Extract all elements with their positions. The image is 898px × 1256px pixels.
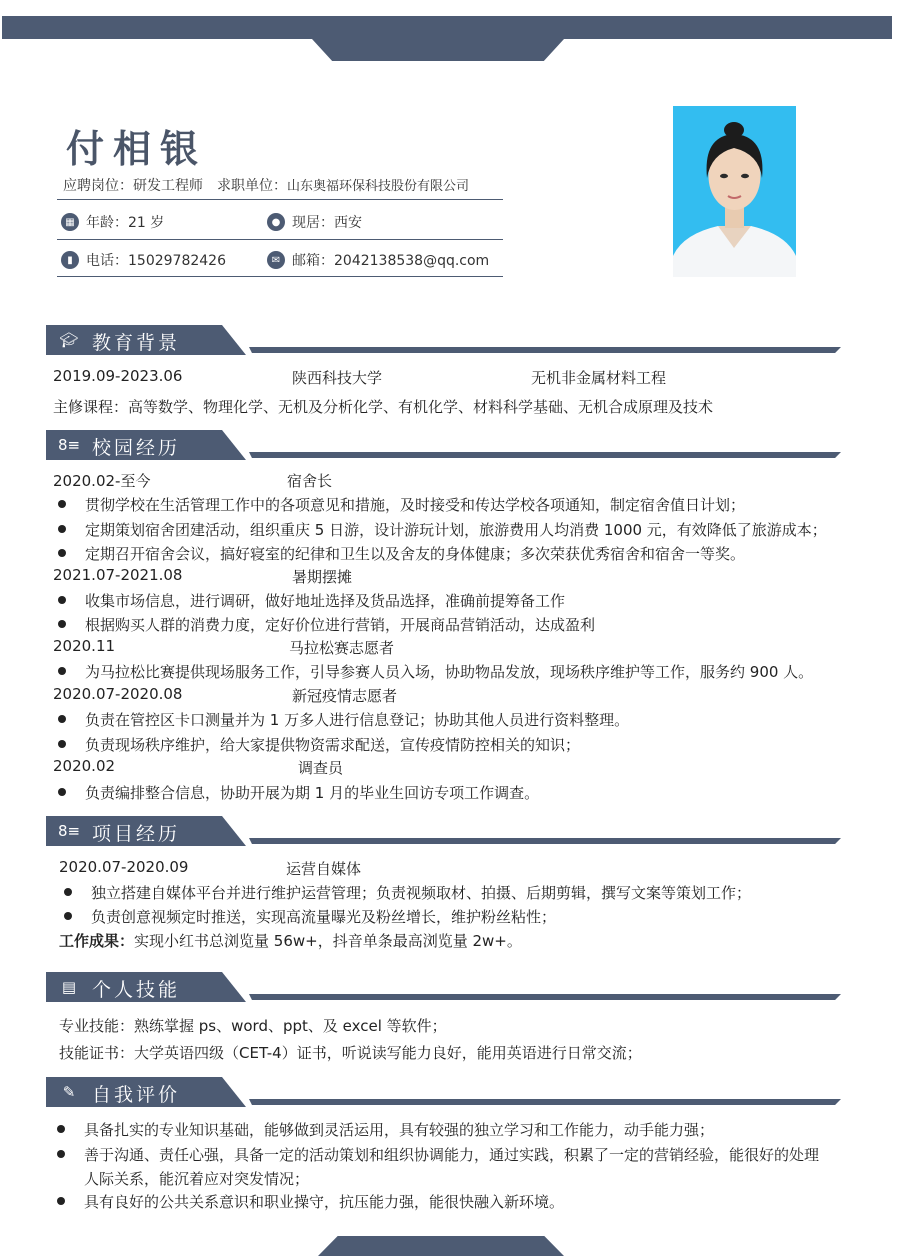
person-list-icon: 8≡ bbox=[58, 822, 81, 840]
top-banner-tab bbox=[312, 39, 564, 61]
education-header bbox=[46, 325, 846, 355]
location-pin-icon: ● bbox=[267, 213, 285, 231]
residence-info bbox=[267, 212, 362, 232]
campus-role: 宿舍长 bbox=[287, 472, 333, 490]
campus-role: 调查员 bbox=[298, 759, 344, 777]
list-item-continuation: 人际关系，能沉着应对突发情况； bbox=[84, 1170, 310, 1188]
edu-courses: 主修课程：高等数学、物理化学、无机及分析化学、有机化学、材料科学基础、无机合成原理及技术 bbox=[53, 398, 714, 416]
campus-role: 暑期摆摊 bbox=[292, 568, 353, 586]
section-title: 教育背景 bbox=[92, 332, 181, 354]
list-item: 根据购买人群的消费力度，定好价位进行营销，开展商品营销活动，达成盈利 bbox=[85, 616, 596, 634]
email-info bbox=[267, 250, 489, 270]
edu-school: 陕西科技大学 bbox=[292, 369, 383, 387]
job-position: 应聘岗位：研发工程师 bbox=[63, 178, 203, 194]
edit-icon: ✎ bbox=[62, 1083, 76, 1101]
section-title: 个人技能 bbox=[92, 979, 181, 1001]
divider bbox=[57, 239, 503, 240]
list-item: 定期召开宿舍会议，搞好寝室的纪律和卫生以及舍友的身体健康；多次荣获优秀宿舍和宿舍一等奖。 bbox=[85, 545, 746, 563]
campus-role: 马拉松赛志愿者 bbox=[289, 639, 395, 657]
project-result bbox=[59, 930, 522, 951]
graduation-cap-icon: 🎓︎ bbox=[59, 331, 79, 349]
list-item: 负责在管控区卡口测量并为 1 万多人进行信息登记；协助其他人员进行资料整理。 bbox=[85, 711, 630, 729]
list-item: 定期策划宿舍团建活动，组织重庆 5 日游，设计游玩计划，旅游费用人均消费 1000 元，有效降低了旅游成本； bbox=[85, 521, 827, 539]
divider bbox=[57, 276, 503, 277]
age-info bbox=[61, 212, 164, 232]
list-item: 为马拉松比赛提供现场服务工作，引导参赛人员入场，协助物品发放，现场秩序维护等工作，服务约 900 人。 bbox=[85, 663, 814, 681]
campus-period: 2021.07-2021.08 bbox=[53, 566, 183, 584]
self-header bbox=[46, 1077, 846, 1107]
edu-major: 无机非金属材料工程 bbox=[531, 369, 667, 387]
divider bbox=[57, 199, 503, 200]
candidate-name: 付相银 bbox=[66, 127, 208, 171]
list-item: 独立搭建自媒体平台并进行维护运营管理；负责视频取材、拍摄、后期剪辑，撰写文案等策划工作； bbox=[91, 884, 752, 902]
project-header bbox=[46, 816, 846, 846]
top-banner bbox=[2, 16, 892, 39]
project-role: 运营自媒体 bbox=[286, 860, 362, 878]
campus-header bbox=[46, 430, 846, 460]
list-item: 负责编排整合信息，协助开展为期 1 月的毕业生回访专项工作调查。 bbox=[85, 784, 540, 802]
list-item: 收集市场信息，进行调研，做好地址选择及货品选择，准确前提筹备工作 bbox=[85, 592, 566, 610]
result-label: 工作成果： bbox=[59, 932, 135, 950]
job-line bbox=[63, 175, 469, 195]
section-title: 项目经历 bbox=[92, 823, 181, 845]
document-icon: ▤ bbox=[61, 978, 77, 996]
bottom-banner-tab bbox=[318, 1236, 564, 1256]
mail-icon: ✉ bbox=[267, 251, 285, 269]
skill-line: 技能证书：大学英语四级（CET-4）证书，听说读写能力良好，能用英语进行日常交流； bbox=[59, 1044, 642, 1062]
list-item: 善于沟通、责任心强，具备一定的活动策划和组织协调能力，通过实践，积累了一定的营销经验，能很好的处理 bbox=[84, 1146, 820, 1164]
age-text: 年龄：21 岁 bbox=[86, 215, 165, 231]
campus-period: 2020.02 bbox=[53, 757, 116, 775]
company-label: 求职单位： bbox=[217, 178, 287, 194]
edu-period: 2019.09-2023.06 bbox=[53, 367, 183, 385]
phone-info bbox=[61, 250, 226, 270]
section-title: 自我评价 bbox=[92, 1084, 181, 1106]
residence-text: 现居：西安 bbox=[292, 215, 362, 231]
list-item: 负责创意视频定时推送，实现高流量曝光及粉丝增长，维护粉丝粘性； bbox=[91, 908, 557, 926]
calendar-icon: ▦ bbox=[61, 213, 79, 231]
phone-text: 电话：15029782426 bbox=[86, 253, 226, 269]
skills-header bbox=[46, 972, 846, 1002]
result-text: 实现小红书总浏览量 56w+，抖音单条最高浏览量 2w+。 bbox=[134, 932, 522, 950]
project-period: 2020.07-2020.09 bbox=[59, 858, 189, 876]
list-item: 具有良好的公共关系意识和职业操守，抗压能力强，能很快融入新环境。 bbox=[84, 1193, 565, 1211]
campus-period: 2020.02-至今 bbox=[53, 472, 151, 490]
list-item: 贯彻学校在生活管理工作中的各项意见和措施，及时接受和传达学校各项通知，制定宿舍值日计划； bbox=[85, 496, 746, 514]
campus-period: 2020.11 bbox=[53, 637, 116, 655]
list-item: 具备扎实的专业知识基础，能够做到灵活运用，具有较强的独立学习和工作能力，动手能力强； bbox=[84, 1121, 715, 1139]
list-item: 负责现场秩序维护，给大家提供物资需求配送，宣传疫情防控相关的知识； bbox=[85, 736, 581, 754]
phone-icon: ▮ bbox=[61, 251, 79, 269]
skill-line: 专业技能：熟练掌握 ps、word、ppt、及 excel 等软件； bbox=[59, 1017, 447, 1035]
person-list-icon: 8≡ bbox=[58, 436, 81, 454]
email-text: 邮箱：2042138538@qq.com bbox=[292, 253, 490, 269]
section-title: 校园经历 bbox=[92, 437, 181, 459]
company-name: 山东奥福环保科技股份有限公司 bbox=[287, 179, 470, 194]
campus-period: 2020.07-2020.08 bbox=[53, 685, 183, 703]
campus-role: 新冠疫情志愿者 bbox=[292, 687, 398, 705]
profile-photo bbox=[673, 106, 796, 277]
